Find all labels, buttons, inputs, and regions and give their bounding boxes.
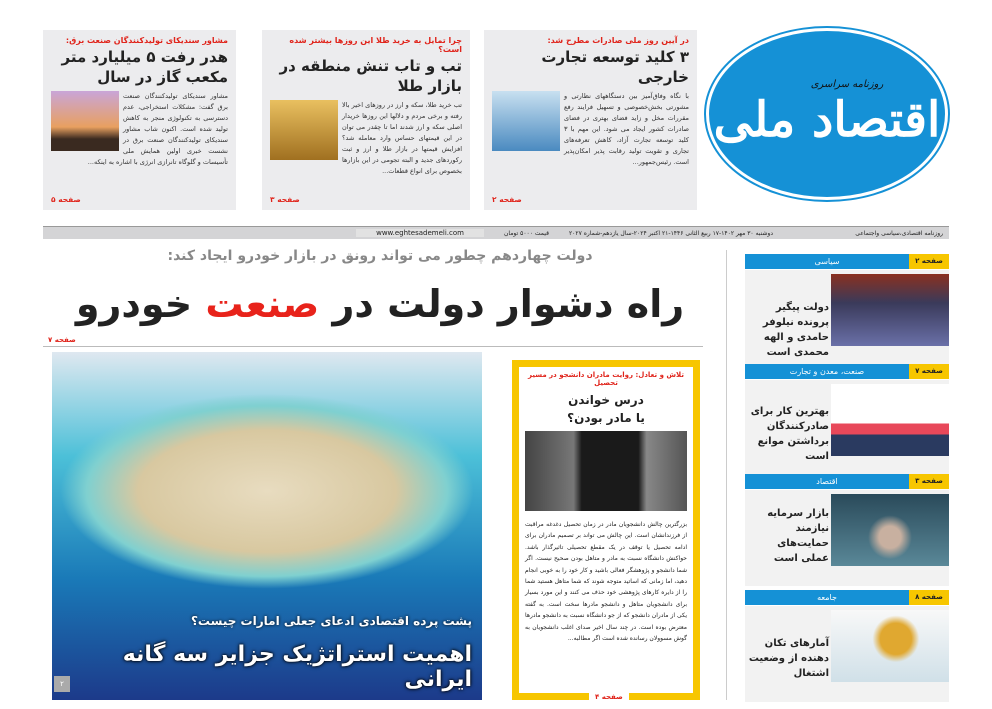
feature-headline-2: یا مادر بودن؟	[567, 411, 645, 425]
teaser-body: تب خرید طلا، سکه و ارز در روزهای اخیر بالا رفته و برخی مردم و دلالها این روزها خریدار اصلی سکه و ارز شدند اما تا چقدر می توان در این قیمتهای حساس وارد معامله شد؟ افزایش قیمتها در بازار طلا و ارز و ثبت رکوردهای جدید و البته تجومی در این بازارها بخصوص برای انواع قطعات...	[342, 101, 462, 175]
teaser-body: مشاور سندیکای تولیدکنندگان صنعت برق گفت: مشکلات استخراجی، عدم دسترسی به تکنولوژی منجر به کاهش تولید شده است. اکنون شاب مشاور سندیکای تولیدکنندگان صنعت برق در نشست خبری اولین همایش ملی تأسیسات و گلوگاه تانرازی انرژی با اشاره به اینکه...	[87, 92, 228, 166]
section-page: صفحه ۳	[909, 474, 949, 489]
feature-box[interactable]	[512, 360, 700, 700]
lead-kicker: دولت چهاردهم چطور می تواند رونق در بازار خودرو ایجاد کند:	[167, 248, 593, 264]
mothers-image	[525, 431, 687, 511]
stock-chart-hand-image	[831, 494, 949, 566]
section-page: صفحه ۲	[909, 254, 949, 269]
section-label: جامعه	[745, 590, 909, 605]
teaser-headline: هدر رفت ۵ میلیارد متر مکعب گاز در سال	[61, 48, 228, 86]
feature-kicker: تلاش و تعادل: روایت مادران دانشجو در مسیر تحصیل	[528, 371, 684, 387]
feature-page: صفحه ۴	[589, 693, 629, 701]
feature-headline-1: درس خواندن	[568, 393, 644, 407]
headline-highlight: صنعت	[205, 282, 320, 326]
teaser-page: صفحه ۳	[270, 195, 300, 204]
sidebar-headline: دولت پیگیر پرونده نیلوفر حامدی و الهه محمدی است	[762, 302, 829, 358]
masthead-logo[interactable]	[706, 28, 948, 200]
sidebar-item-industry[interactable]	[745, 380, 949, 476]
website-link[interactable]: www.eghtesademeli.com	[356, 229, 484, 237]
teaser-export[interactable]	[484, 30, 697, 210]
export-ceremony-image	[492, 91, 560, 151]
paper-type: روزنامه اقتصادی،سیاسی واجتماعی	[855, 229, 943, 237]
oil-pumps-image	[51, 91, 119, 151]
feature-body: بزرگترین چالش دانشجویان مادر در زمان تحصیل دغدغه مراقبت از فرزندانشان است. این چالش می تواند بر تصمیم مادران برای ادامه تحصیل یا توقف در یک مقطع تحصیلی تاثیرگذار باشد. حواکنش دانشگاه نسبت به مادر و متاهل بودن صحیح نیست. اگر شما دانشجو و پژوهشگر فعالی باشید و کار خود را به خوبی انجام دهید، اما زمانی که اساتید متوجه شوند که شما متاهل هستید شما را از دایره کارهای پژوهشی خود حذف می کنند و این مورد بسیار برای دانشجویان متاهل و دانشجو مادرها سخت است. به گفته یکی از مادران دانشجو که از جو دانشگاه نسبت به دانشجو مادرها معترض بوده است. در چند سال اخیر صدای اغلب دانشجویان به گوش مسوولان رسانده شده است اگر مطالبه...	[525, 521, 687, 643]
section-header-economy[interactable]	[745, 474, 949, 489]
dateline-bar	[43, 226, 949, 239]
teaser-gold[interactable]	[262, 30, 470, 210]
sidebar-headline: آمارهای تکان دهنده از وضعیت اشتغال	[748, 638, 829, 679]
hero-image[interactable]	[52, 352, 482, 700]
sidebar-headline: بازار سرمایه نیازمند حمایت‌های عملی است	[767, 508, 829, 564]
teaser-headline: تب و تاب تنش منطقه در بازار طلا	[279, 57, 462, 95]
section-label: صنعت، معدن و تجارت	[745, 364, 909, 379]
hero-kicker: پشت پرده اقتصادی ادعای جعلی امارات چیست؟	[190, 614, 472, 628]
sidebar-headline: بهترین کار برای صادرکنندگان برداشتن موانع است	[750, 406, 829, 462]
section-header-industry[interactable]	[745, 364, 949, 379]
section-page: صفحه ۸	[909, 590, 949, 605]
woman-official-image	[831, 274, 949, 346]
headline-text: راه دشوار دولت در	[319, 282, 685, 326]
column-divider	[726, 250, 727, 700]
price: قیمت ۵۰۰۰ تومان	[503, 229, 549, 237]
hero-headline: اهمیت استراتژیک جزایر سه گانه ایرانی	[122, 642, 472, 692]
lead-page: صفحه ۷	[48, 336, 76, 344]
teaser-gas[interactable]	[43, 30, 236, 210]
lead-headline[interactable]	[44, 278, 716, 330]
logo-subtitle: روزنامه سراسری	[810, 78, 884, 90]
headline-text: خودرو	[75, 282, 206, 326]
speaker-podium-image	[831, 384, 949, 456]
issue-date: دوشنبه ۳۰ مهر ۱۴۰۲-۱۷ ربیع الثانی ۱۴۴۶-۲۱ اکتبر ۲۰۲۴-سال یازدهم-شماره ۲۰۲۷	[568, 229, 773, 237]
teaser-body: با نگاه وفاق‌آمیز بین دستگاههای نظارتی و مشورتی بخش‌خصوصی و تسهیل فرایند رفع مقررات مخل و زاید فضای بهتری در فضای صادرات کشور ایجاد می شود. این مهم با ۳ کلید توسعه تجارت آزاد، کاهش تعرفه‌های تجاری و تقویت تولید رقابت پذیر امکان‌پذیر است. رئیس‌جمهور...	[564, 92, 689, 166]
coins-calculator-image	[831, 610, 949, 682]
section-page: صفحه ۷	[909, 364, 949, 379]
section-header-society[interactable]	[745, 590, 949, 605]
divider	[43, 346, 703, 347]
section-label: اقتصاد	[745, 474, 909, 489]
teaser-headline: ۳ کلید توسعه تجارت خارجی	[541, 48, 689, 86]
teaser-kicker: در آیین روز ملی صادرات مطرح شد:	[547, 36, 689, 45]
teaser-kicker: چرا تمایل به خرید طلا این روزها بیشتر شده است؟	[289, 36, 462, 54]
sidebar-item-economy[interactable]	[745, 490, 949, 586]
teaser-kicker: مشاور سندیکای تولیدکنندگان صنعت برق:	[65, 36, 228, 45]
logo-title: اقتصاد ملی	[713, 91, 941, 148]
section-header-politics[interactable]	[745, 254, 949, 269]
teaser-page: صفحه ۲	[492, 195, 522, 204]
sidebar-item-politics[interactable]	[745, 270, 949, 366]
gold-market-image	[270, 100, 338, 160]
sidebar-item-society[interactable]	[745, 606, 949, 702]
section-label: سیاسی	[745, 254, 909, 269]
teaser-page: صفحه ۵	[51, 195, 81, 204]
hero-page-badge: ۲	[54, 676, 70, 692]
